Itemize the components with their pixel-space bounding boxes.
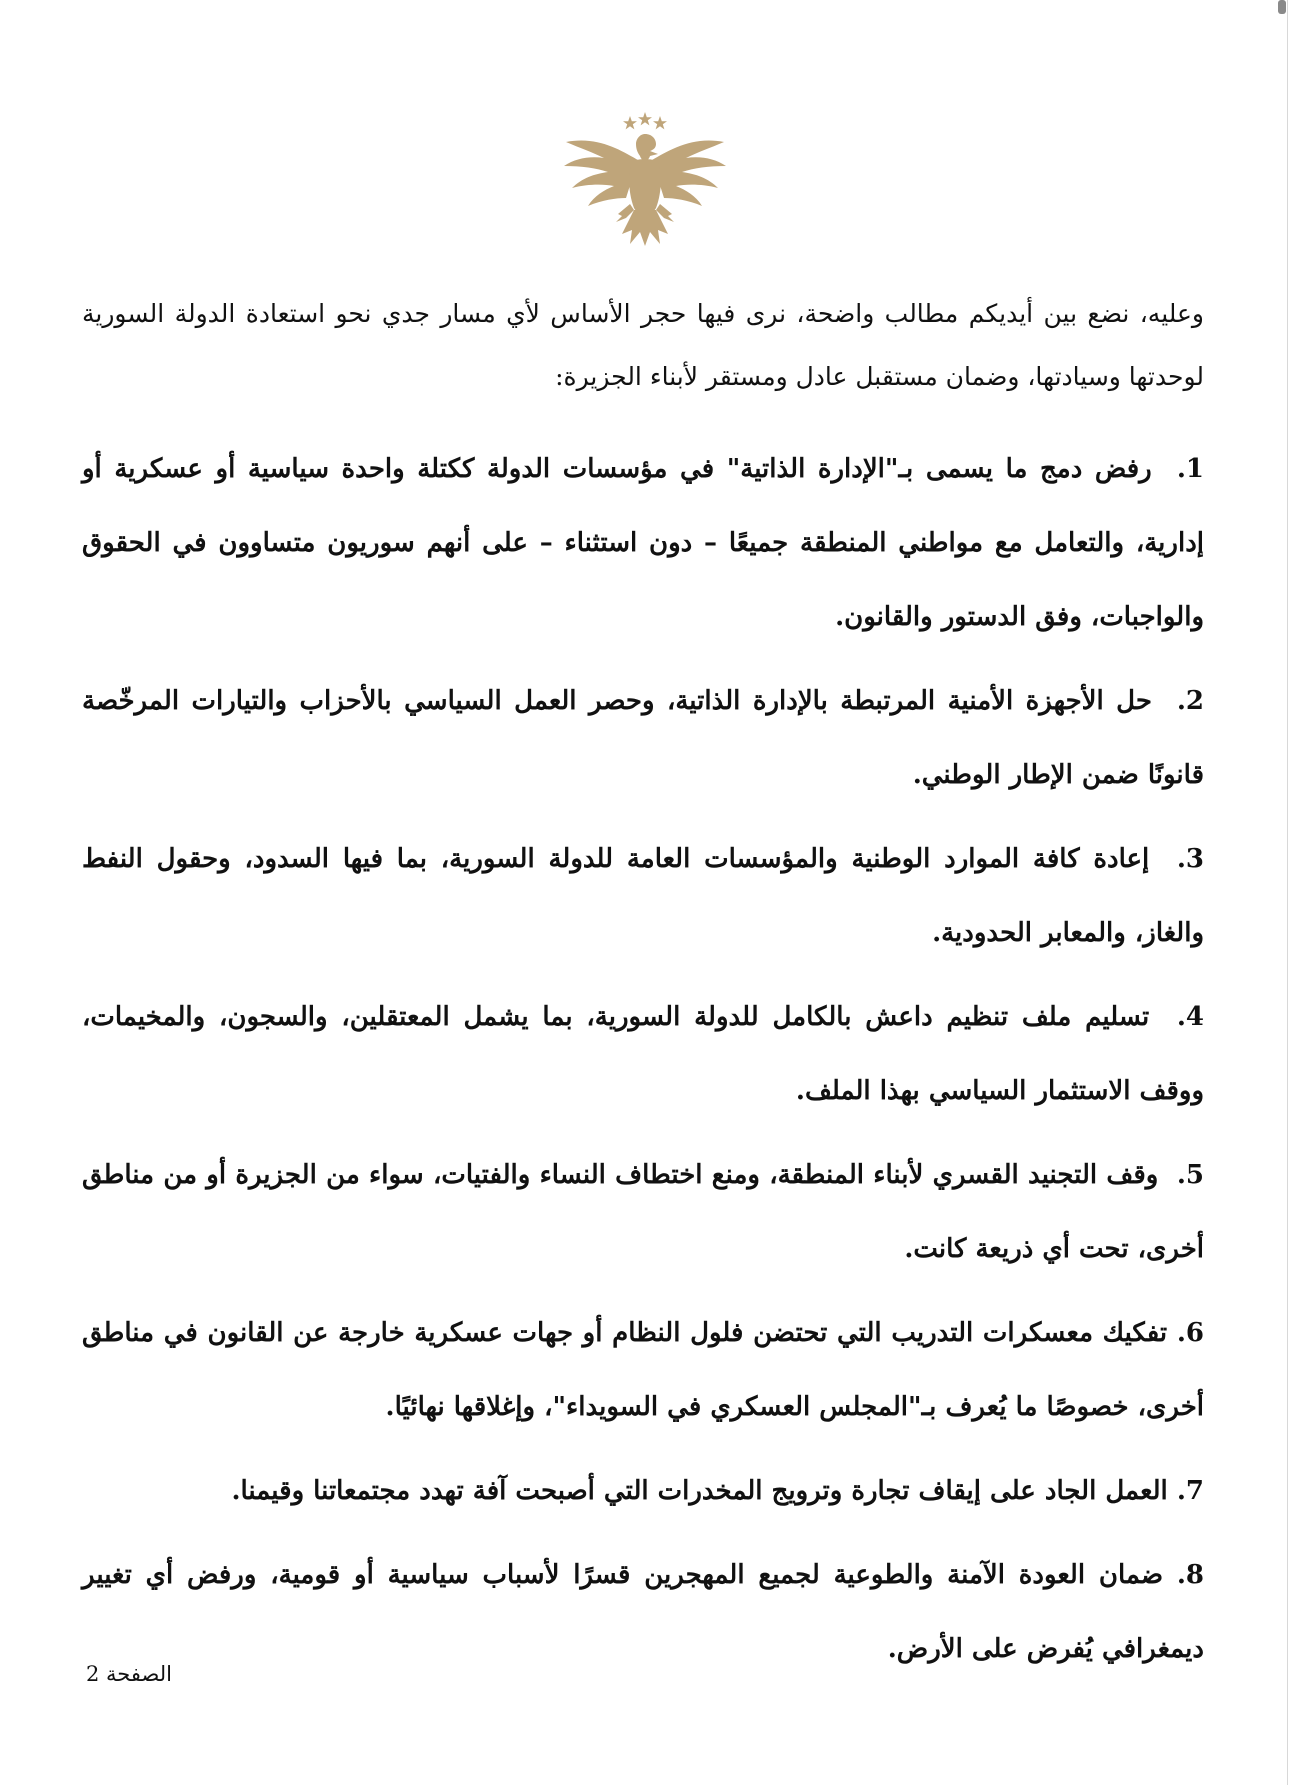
item-text: وقف التجنيد القسري لأبناء المنطقة، ومنع اختطاف النساء والفتيات، سواء من الجزيرة أو من مناطق أخرى، تحت أي ذريعة كانت.	[82, 1160, 1204, 1264]
item-number: 1.	[1176, 454, 1204, 484]
item-text: رفض دمج ما يسمى بـ"الإدارة الذاتية" في مؤسسات الدولة ككتلة واحدة سياسية أو عسكرية أو إدارية، والتعامل مع مواطني المنطقة جميعًا – دون استثناء – على أنهم سوريون متساوون في الحقوق والواجبات، وفق الدستور والقانون.	[82, 454, 1204, 632]
item-number: 6.	[1176, 1318, 1204, 1348]
demand-item-8	[82, 1538, 1204, 1686]
item-text: إعادة كافة الموارد الوطنية والمؤسسات العامة للدولة السورية، بما فيها السدود، وحقول النفط والغاز، والمعابر الحدودية.	[82, 844, 1204, 948]
page-number: الصفحة 2	[86, 1662, 172, 1686]
star-icon	[638, 112, 652, 125]
item-number: 7.	[1176, 1476, 1204, 1506]
scrollbar-thumb[interactable]	[1278, 0, 1286, 14]
item-number: 5.	[1176, 1160, 1204, 1190]
item-text: حل الأجهزة الأمنية المرتبطة بالإدارة الذاتية، وحصر العمل السياسي بالأحزاب والتيارات المرخّصة قانونًا ضمن الإطار الوطني.	[82, 686, 1204, 790]
item-number: 4.	[1176, 1002, 1204, 1032]
eagle-emblem-icon	[560, 112, 730, 247]
demand-item-7	[82, 1454, 1204, 1528]
demand-item-3	[82, 822, 1204, 970]
page-edge-divider	[1287, 0, 1288, 1785]
intro-paragraph: وعليه، نضع بين أيديكم مطالب واضحة، نرى فيها حجر الأساس لأي مسار جدي نحو استعادة الدولة السورية لوحدتها وسيادتها، وضمان مستقبل عادل ومستقر لأبناء الجزيرة:	[82, 299, 1204, 391]
demand-item-6	[82, 1296, 1204, 1444]
demand-item-2	[82, 664, 1204, 812]
item-text: ضمان العودة الآمنة والطوعية لجميع المهجرين قسرًا لأسباب سياسية أو قومية، ورفض أي تغيير ديمغرافي يُفرض على الأرض.	[82, 1560, 1204, 1664]
item-text: تفكيك معسكرات التدريب التي تحتضن فلول النظام أو جهات عسكرية خارجة عن القانون في مناطق أخرى، خصوصًا ما يُعرف بـ"المجلس العسكري في السويداء"، وإغلاقها نهائيًا.	[82, 1318, 1204, 1422]
demand-item-1	[82, 432, 1204, 654]
demand-item-4	[82, 980, 1204, 1128]
document-body	[82, 282, 1204, 1696]
star-icon	[623, 116, 637, 129]
item-text: العمل الجاد على إيقاف تجارة وترويج المخدرات التي أصبحت آفة تهدد مجتمعاتنا وقيمنا.	[231, 1476, 1168, 1506]
demand-item-5	[82, 1138, 1204, 1286]
star-icon	[653, 116, 667, 129]
item-number: 8.	[1176, 1560, 1205, 1590]
item-number: 2.	[1176, 686, 1204, 716]
item-text: تسليم ملف تنظيم داعش بالكامل للدولة السورية، بما يشمل المعتقلين، والسجون، والمخيمات، ووقف الاستثمار السياسي بهذا الملف.	[82, 1002, 1204, 1106]
item-number: 3.	[1176, 844, 1204, 874]
